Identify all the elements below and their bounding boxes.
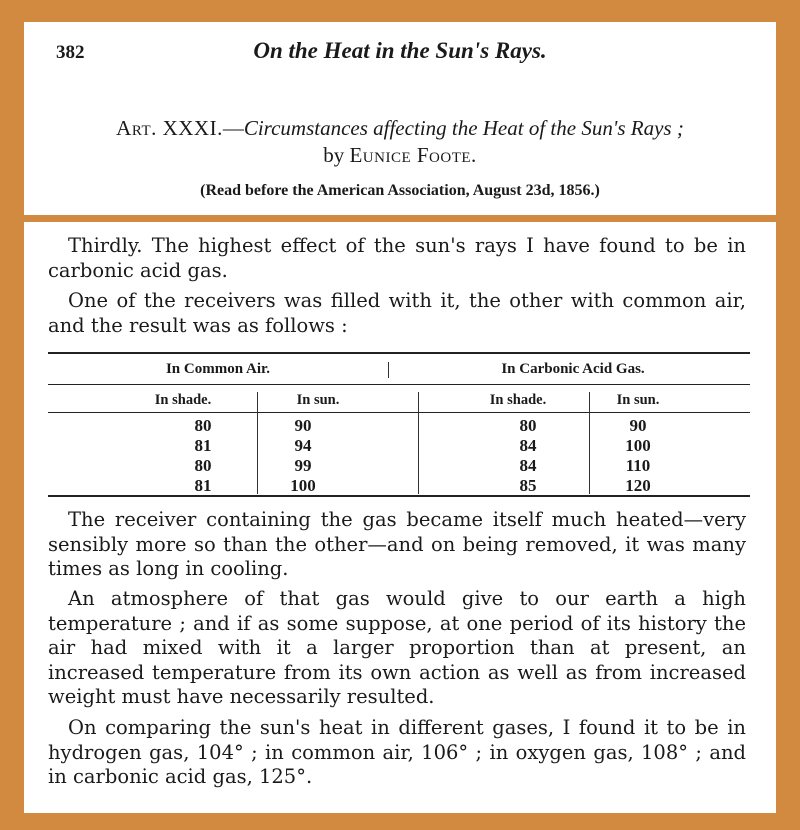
paragraph-thirdly: [48, 234, 746, 283]
table-cell: 80: [194, 416, 212, 435]
body-panel: [24, 222, 776, 813]
paragraph-text: On comparing the sun's heat in different gases, I found it to be in hydrogen gas, 104° ; in common air, 106° ; in oxygen gas, 108° ; and in carbonic acid gas, 125°.: [48, 716, 746, 788]
table-divider: [388, 362, 389, 378]
article-heading: [24, 116, 776, 141]
table-cell: 81: [194, 436, 212, 455]
paragraph-receiver-heated: [48, 508, 746, 582]
table-cell: 100: [290, 476, 316, 495]
table-rule: [48, 412, 750, 413]
table-divider: [257, 392, 258, 494]
table-cell: 84: [519, 436, 537, 455]
column-header: In shade.: [154, 392, 212, 408]
author-name: Eunice Foote.: [349, 143, 477, 167]
group-header-carbonic-acid: In Carbonic Acid Gas.: [501, 361, 645, 377]
paragraph-text: The receiver containing the gas became itself much heated—very sensibly more so than the other—and on being removed, it was many times as long in cooling.: [48, 508, 746, 580]
column-header: In sun.: [616, 392, 660, 408]
group-header-common-air: In Common Air.: [165, 361, 271, 377]
paragraph-gas-comparison: [48, 716, 746, 790]
temperature-table: [48, 352, 750, 499]
table-cell: 99: [294, 456, 312, 475]
table-cell: 100: [625, 436, 651, 455]
article-label: Art. XXXI.: [116, 116, 223, 140]
table-cell: 110: [625, 456, 651, 475]
read-note: (Read before the American Association, August 23d, 1856.): [200, 182, 600, 199]
header-panel: [24, 22, 776, 215]
byline-prefix: by: [323, 143, 350, 167]
table-cell: 90: [294, 416, 312, 435]
paragraph-atmosphere: [48, 587, 746, 710]
table-cell: 90: [629, 416, 647, 435]
table-rule: [48, 352, 750, 354]
column-header: In sun.: [296, 392, 340, 408]
table-cell: 84: [519, 456, 537, 475]
paragraph-text: An atmosphere of that gas would give to our earth a high temperature ; and if as some suppose, at one period of its history the air had mixed with it a larger proportion than at present, an increased temperature from its own action as well as from increased weight must have necessarily resulted.: [48, 587, 746, 708]
table-cell: 94: [294, 436, 312, 455]
column-header: In shade.: [489, 392, 547, 408]
table-cell: 81: [194, 476, 212, 495]
running-title: On the Heat in the Sun's Rays.: [253, 38, 547, 63]
paragraph-text: Thirdly. The highest effect of the sun's rays I have found to be in carbonic acid gas.: [48, 234, 746, 282]
table-rule: [48, 384, 750, 385]
table-cell: 120: [625, 476, 651, 495]
table-cell: 80: [519, 416, 537, 435]
byline: [24, 143, 776, 168]
table-cell: 80: [194, 456, 212, 475]
paragraph-text: One of the receivers was filled with it, the other with common air, and the result was as follows :: [48, 289, 746, 337]
article-title: Circumstances affecting the Heat of the Sun's Rays ;: [243, 116, 684, 140]
table-divider: [418, 392, 419, 494]
table-divider: [589, 392, 590, 494]
page-number: 382: [56, 42, 85, 63]
paragraph-receivers: [48, 289, 746, 338]
article-dash: —: [222, 116, 244, 140]
table-cell: 85: [519, 476, 537, 495]
